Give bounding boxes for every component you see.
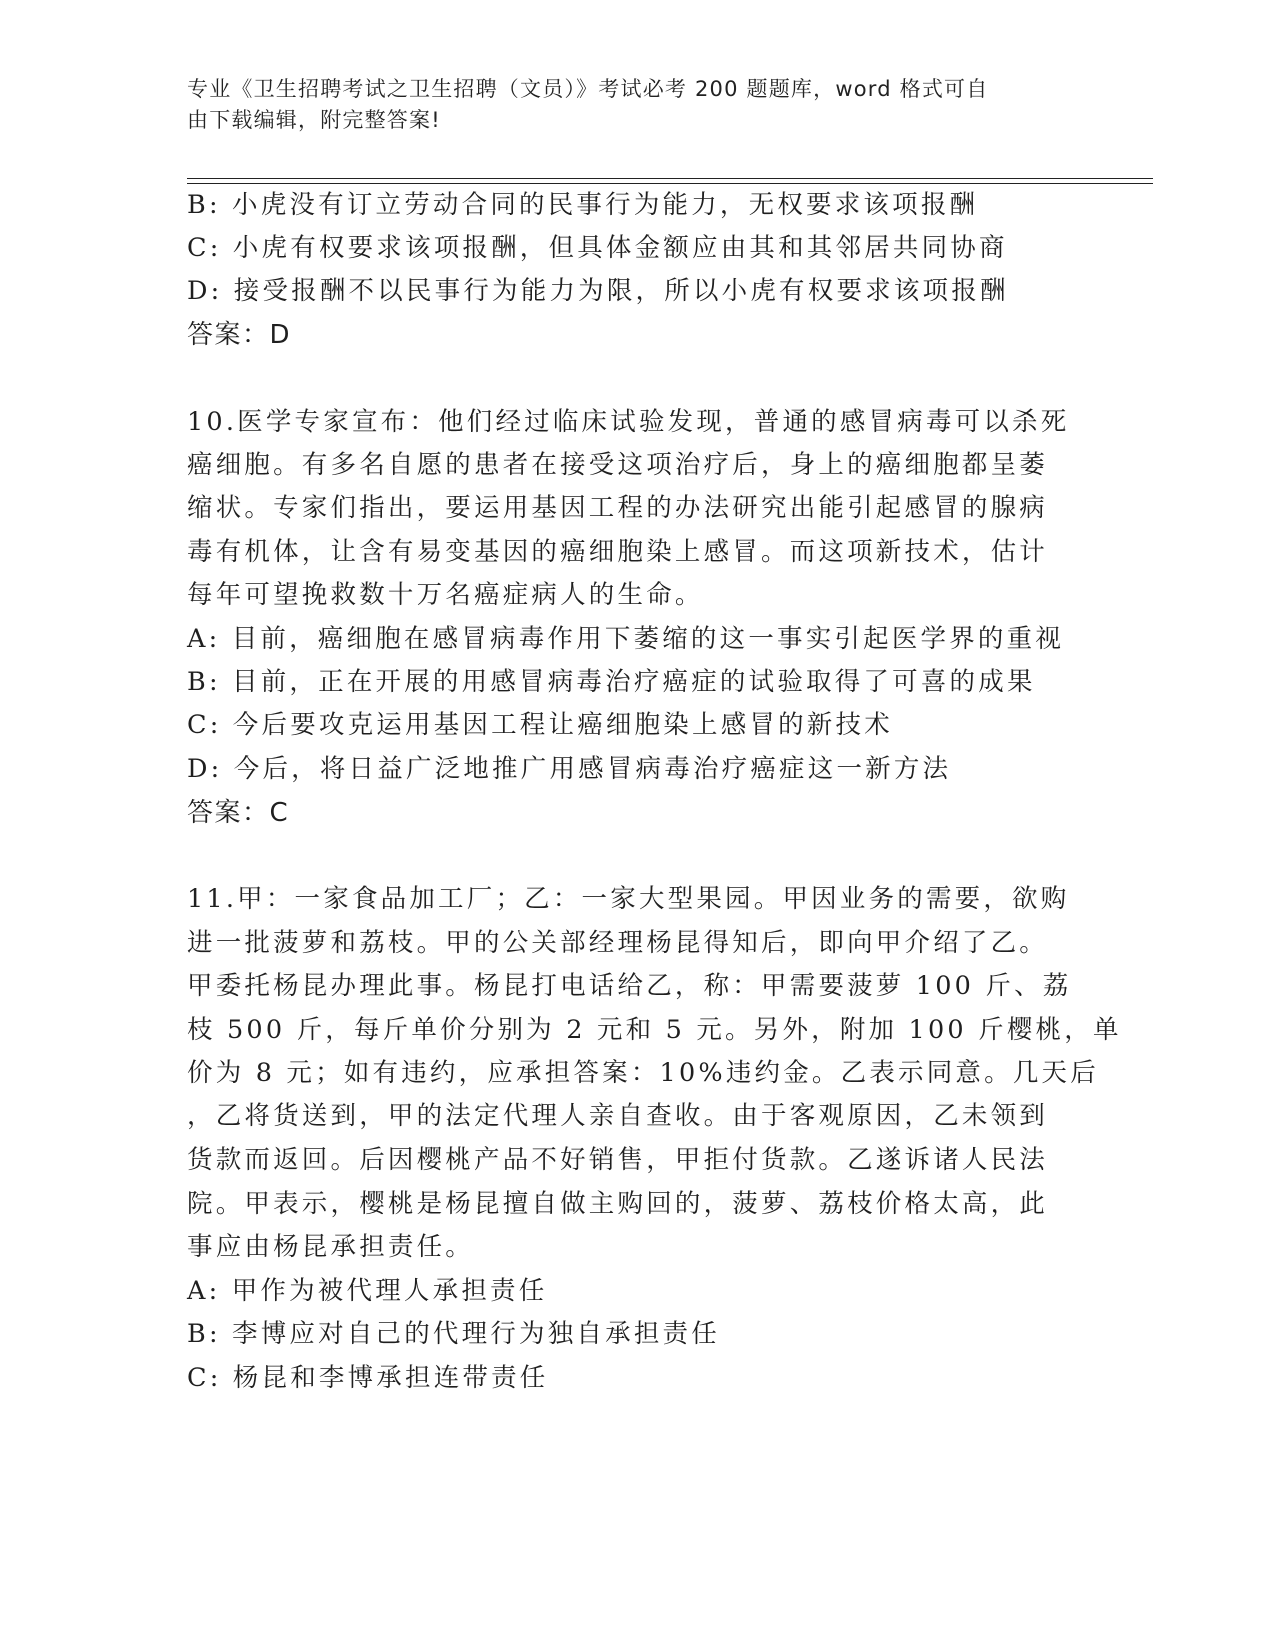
q11-option-c: C: 杨昆和李博承担连带责任 [187, 1363, 549, 1393]
q11-option-a: A: 甲作为被代理人承担责任 [187, 1276, 548, 1306]
header-line-1: 专业《卫生招聘考试之卫生招聘（文员）》考试必考 200 题题库，word 格式可自 [187, 77, 989, 101]
q10-option-d: D: 今后，将日益广泛地推广用感冒病毒治疗癌症这一新方法 [187, 754, 952, 784]
q10-answer: 答案：C [187, 798, 290, 828]
q10-stem-line: 每年可望挽救数十万名癌症病人的生命。 [187, 580, 704, 610]
header-divider-bottom [187, 183, 1153, 184]
q11-stem-line: 货款而返回。后因樱桃产品不好销售，甲拒付货款。乙遂诉诸人民法 [187, 1145, 1049, 1175]
q11-option-b: B: 李博应对自己的代理行为独自承担责任 [187, 1319, 720, 1349]
q11-stem-line: 11.甲：一家食品加工厂；乙：一家大型果园。甲因业务的需要，欲购 [187, 884, 1070, 914]
q10-stem-line: 10.医学专家宣布：他们经过临床试验发现，普通的感冒病毒可以杀死 [187, 407, 1070, 437]
q10-option-b: B: 目前，正在开展的用感冒病毒治疗癌症的试验取得了可喜的成果 [187, 667, 1036, 697]
q11-stem-line: 进一批菠萝和荔枝。甲的公关部经理杨昆得知后，即向甲介绍了乙。 [187, 928, 1049, 958]
q9-answer: 答案：D [187, 320, 292, 350]
document-header [187, 74, 1067, 136]
q11-stem-line: 价为 8 元；如有违约，应承担答案：10%违约金。乙表示同意。几天后 [187, 1058, 1099, 1088]
q10-stem-line: 癌细胞。有多名自愿的患者在接受这项治疗后，身上的癌细胞都呈萎 [187, 450, 1049, 480]
q11-stem-line: 甲委托杨昆办理此事。杨昆打电话给乙，称：甲需要菠萝 100 斤、荔 [187, 971, 1072, 1001]
q11-stem-line: 院。甲表示，樱桃是杨昆擅自做主购回的，菠萝、荔枝价格太高，此 [187, 1189, 1049, 1219]
header-divider-top [187, 178, 1153, 179]
q11-stem-line: ，乙将货送到，甲的法定代理人亲自查收。由于客观原因，乙未领到 [187, 1101, 1049, 1131]
q10-stem-line: 缩状。专家们指出，要运用基因工程的办法研究出能引起感冒的腺病 [187, 493, 1049, 523]
q9-option-c: C: 小虎有权要求该项报酬，但具体金额应由其和其邻居共同协商 [187, 233, 1008, 263]
q10-option-c: C: 今后要攻克运用基因工程让癌细胞染上感冒的新技术 [187, 710, 893, 740]
q10-option-a: A: 目前，癌细胞在感冒病毒作用下萎缩的这一事实引起医学界的重视 [187, 624, 1065, 654]
q9-option-d: D: 接受报酬不以民事行为能力为限，所以小虎有权要求该项报酬 [187, 276, 1009, 306]
q10-stem-line: 毒有机体，让含有易变基因的癌细胞染上感冒。而这项新技术，估计 [187, 537, 1049, 567]
q9-option-b: B: 小虎没有订立劳动合同的民事行为能力，无权要求该项报酬 [187, 190, 979, 220]
q11-stem-line: 事应由杨昆承担责任。 [187, 1232, 475, 1262]
header-line-2: 由下载编辑，附完整答案! [187, 108, 441, 132]
q11-stem-line: 枝 500 斤，每斤单价分别为 2 元和 5 元。另外，附加 100 斤樱桃，单 [187, 1015, 1122, 1045]
